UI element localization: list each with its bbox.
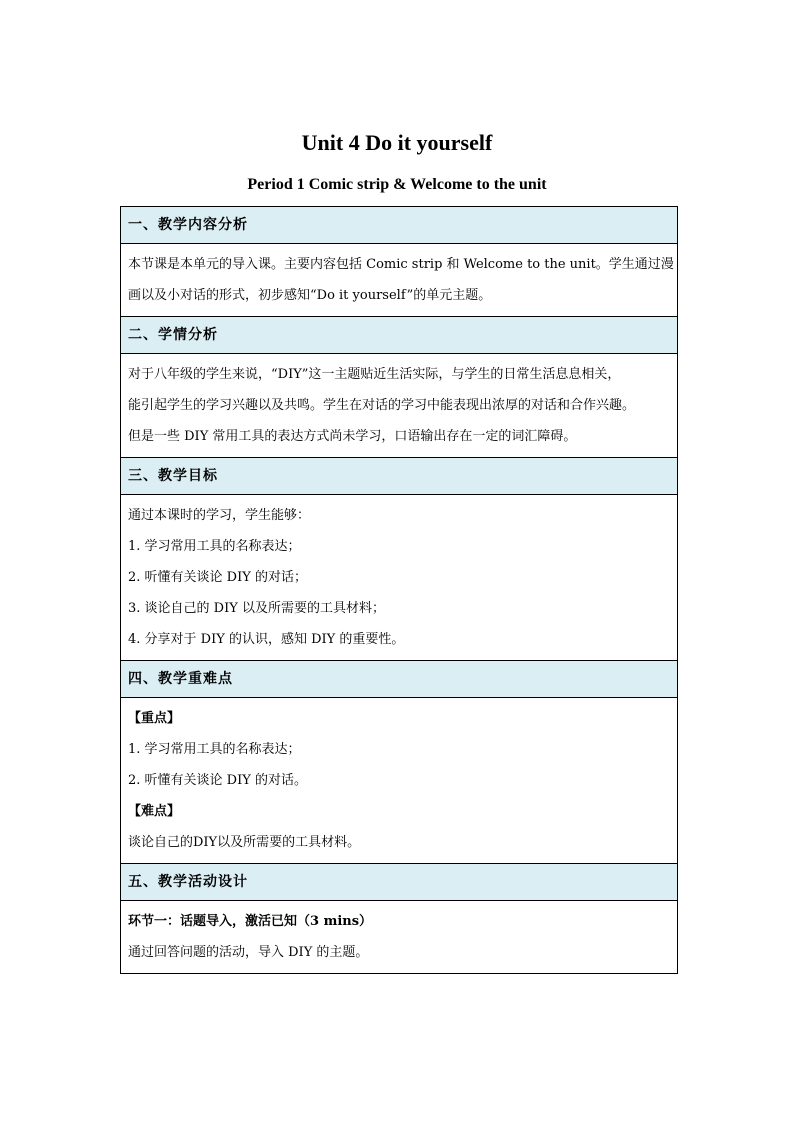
section-heading-key-points: 四、教学重难点 [121, 661, 678, 698]
section-heading-content-analysis: 一、教学内容分析 [121, 207, 678, 244]
list-item: 1. 学习常用工具的名称表达； [128, 742, 301, 757]
section-body-objectives [121, 495, 678, 661]
text-line: 但是一些 DIY 常用工具的表达方式尚未学习，口语输出存在一定的词汇障碍。 [128, 429, 577, 444]
text-line: 通过回答问题的活动，导入 DIY 的主题。 [128, 945, 369, 960]
text-line: 通过本课时的学习，学生能够： [128, 508, 311, 523]
text-line: 谈论自己的DIY以及所需要的工具材料。 [128, 835, 361, 850]
subheading-difficulty: 【难点】 [128, 804, 181, 819]
list-item: 1. 学习常用工具的名称表达； [128, 539, 301, 554]
section-heading-objectives: 三、教学目标 [121, 458, 678, 495]
list-item: 2. 听懂有关谈论 DIY 的对话； [128, 570, 307, 585]
list-item: 3. 谈论自己的 DIY 以及所需要的工具材料； [128, 601, 385, 616]
section-body-activities [121, 901, 678, 974]
subheading-key-point: 【重点】 [128, 711, 181, 726]
text-line: 本节课是本单元的导入课。主要内容包括 Comic strip 和 Welcome to the unit。学生通过漫 [128, 257, 674, 272]
text-line: 能引起学生的学习兴趣以及共鸣。学生在对话的学习中能表现出浓厚的对话和合作兴趣。 [128, 398, 636, 413]
text-line: 画以及小对话的形式，初步感知“Do it yourself”的单元主题。 [128, 288, 492, 303]
page-title: Unit 4 Do it yourself [301, 130, 493, 155]
section-heading-student-analysis: 二、学情分析 [121, 317, 678, 354]
page-subtitle: Period 1 Comic strip & Welcome to the unit [247, 176, 547, 193]
list-item: 4. 分享对于 DIY 的认识，感知 DIY 的重要性。 [128, 632, 405, 647]
section-body-content-analysis [121, 244, 678, 317]
activity-step-title: 环节一：话题导入，激活已知（3 mins） [128, 914, 373, 929]
section-body-key-points [121, 698, 678, 864]
section-body-student-analysis [121, 354, 678, 458]
text-line: 对于八年级的学生来说，“DIY”这一主题贴近生活实际，与学生的日常生活息息相关， [128, 367, 621, 382]
section-heading-activities: 五、教学活动设计 [121, 864, 678, 901]
lesson-plan-table [120, 206, 678, 974]
list-item: 2. 听懂有关谈论 DIY 的对话。 [128, 773, 307, 788]
